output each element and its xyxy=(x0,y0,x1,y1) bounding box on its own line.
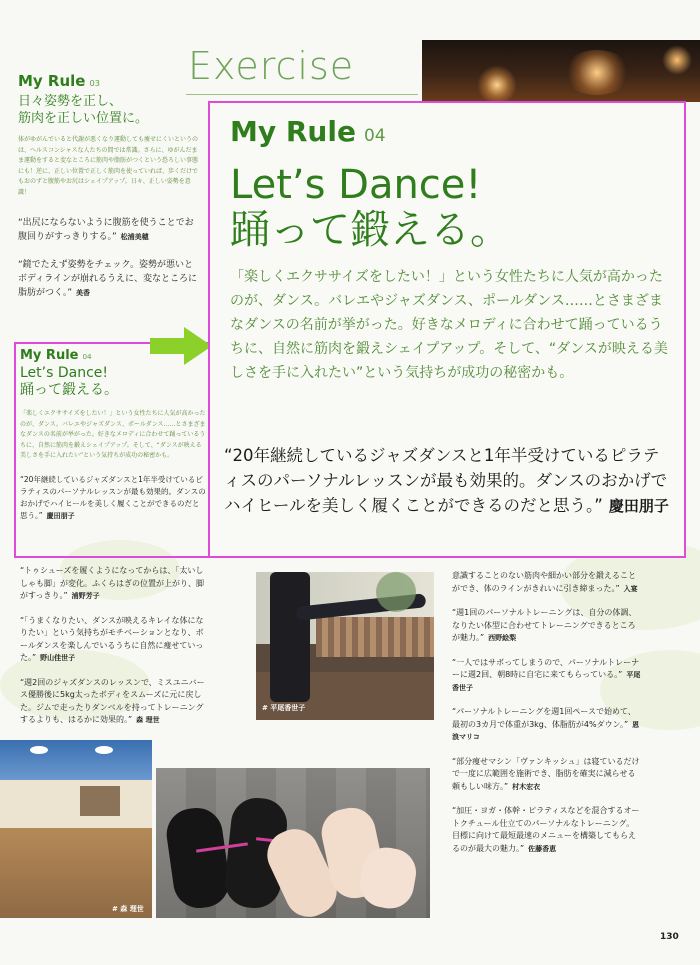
rule03-number: 03 xyxy=(89,78,100,88)
quote-text: “トゥシューズを履くようになってからは、「太いししゃも脚」が変化。ふくらはぎの位置が上がり、脚がすっきり。” xyxy=(20,566,204,600)
quote-author: 村木宏衣 xyxy=(512,782,541,791)
rule03-heading-line1: 日々姿勢を正し、 xyxy=(18,94,123,109)
rule04-small-heading-jp: 踊って鍛える。 xyxy=(20,382,118,398)
rule04-large-label xyxy=(230,115,386,148)
quote-author: 森 理世 xyxy=(136,716,160,724)
quote-author: 入宴 xyxy=(623,584,638,593)
left-quotes xyxy=(20,565,206,727)
rule04-small-block xyxy=(20,348,206,522)
rule03-heading xyxy=(18,93,198,127)
right-quotes xyxy=(452,570,642,855)
quote-text: “20年継続しているジャズダンスと1年半受けているピラティスのパーソナルレッスンが最も効果的。ダンスのおかげでハイヒールを美しく履くことができるのだと思う。” xyxy=(224,446,668,515)
rule03-block xyxy=(18,72,198,300)
rule04-small-number: 04 xyxy=(82,352,92,361)
section-title: Exercise xyxy=(188,44,355,88)
quote-author: 西野絵梨 xyxy=(488,634,517,642)
right-quote-item xyxy=(452,756,642,794)
right-quote-item xyxy=(452,570,642,595)
rule04-large-label-text: My Rule xyxy=(230,115,356,148)
rule03-label-text: My Rule xyxy=(18,72,86,90)
rule04-large-quote xyxy=(224,443,672,519)
rule04-large-heading-en: Let’s Dance! xyxy=(230,162,482,208)
quote-text: “20年継続しているジャズダンスと1年半受けているピラティスのパーソナルレッスンが最も効果的。ダンスのおかげでハイヒールを美しく履くことができるのだと思う。” xyxy=(20,474,206,520)
dance-shoes-photo xyxy=(156,768,430,918)
arrow-right-icon xyxy=(150,327,212,365)
studio-photo xyxy=(0,740,152,918)
left-quote-item xyxy=(20,565,206,603)
right-quote-item xyxy=(452,607,642,645)
pilates-photo xyxy=(256,572,434,720)
rule03-heading-line2: 筋肉を正しい位置に。 xyxy=(18,111,149,126)
quote-author: 松浦美穂 xyxy=(120,233,149,241)
quote-author: 佐藤香恵 xyxy=(528,844,557,853)
title-divider xyxy=(186,94,418,95)
right-quote-item xyxy=(452,657,642,695)
quote-text: “部分痩せマシン「ヴァンキッシュ」は寝ているだけで一度に広範囲を施術でき、脂肪を確実に減らせる頼もしい味方。” xyxy=(452,756,640,791)
quote-author: 美香 xyxy=(75,289,90,297)
quote-text: “週2回のジャズダンスのレッスンで、ミスユニバース優勝後に5kg太ったボディをスムーズに元に戻した。ジムで走ったりダンベルを持ってトレーニングするよりも、はるかに効果的。” xyxy=(20,677,205,724)
quote-text: 意識することのない筋肉や細かい部分を鍛えることができ、体のラインがきれいに引き締まった。” xyxy=(452,571,636,593)
studio-photo-caption: # 森 理世 xyxy=(112,905,144,913)
quote-author: 慶田朋子 xyxy=(608,497,669,515)
quote-author: 平尾香世子 xyxy=(452,671,641,692)
quote-text: “パーソナルトレーニングを週1回ペースで始めて、最初の3カ月で体重が3kg、体脂肪が4%ダウン。” xyxy=(452,707,636,729)
rule03-body: 体がゆがんでいると代謝が悪くなり運動しても痩せにくいというのは、ヘルスコンシャスな人たちの間では常識。さらに、ゆがんだまま運動をすると変なところに筋肉や脂肪がつくという恐ろしい事態にも！逆に、正しい位置で正しく筋肉を使っていれば、歩くだけでもおのずと腹筋やお尻はシェイプアップ。日々、正しい姿勢を意識！ xyxy=(18,136,199,196)
quote-author: 浦野芳子 xyxy=(71,592,100,600)
quote-text: “鏡でたえず姿勢をチェック。姿勢が悪いとボディラインが崩れるうえに、変なところに脂肪がつく。” xyxy=(18,260,198,298)
pilates-photo-caption: # 平尾香世子 xyxy=(262,704,306,712)
quote-text: “「うまくなりたい、ダンスが映えるキレイな体になりたい」という気持ちがモチベーションとなり、ボールダンスを楽しんでいるうちに自然に痩せていった。” xyxy=(20,615,204,662)
quote-author: 野山佳世子 xyxy=(40,654,76,662)
rule03-quote1 xyxy=(18,216,198,244)
rule04-large-heading-jp: 踊って鍛える。 xyxy=(230,207,510,253)
rule04-small-heading-en: Let’s Dance! xyxy=(20,365,109,381)
right-quote-item xyxy=(452,805,642,855)
right-quote-item xyxy=(452,706,642,744)
quote-author: 慶田朋子 xyxy=(46,511,75,520)
rule04-large-number: 04 xyxy=(363,126,386,146)
quote-text: “出尻にならないように腹筋を使うことでお腹回りがすっきりする。” xyxy=(18,218,194,242)
left-quote-item xyxy=(20,677,206,727)
rule04-large-body: 「楽しくエクササイズをしたい！」という女性たちに人気が高かったのが、ダンス。バレエやジャズダンス、ポールダンス……とさまざまなダンスの名前が挙がった。好きなメロディに合わせて踊っているうちに、自然に筋肉を鍛えシェイプアップ。そして、“ダンスが映える美しさを手に入れたい”という気持ちが成功の秘密かも。 xyxy=(230,269,668,381)
rule03-label xyxy=(18,72,198,90)
page-number: 130 xyxy=(660,932,679,942)
quote-text: “加圧・ヨガ・体幹・ピラティスなどを混合するオートクチュール仕立てのパーソナルなトレーニング。目標に向けて最短最速のメニューを構築してもらえるのが最大の魅力。” xyxy=(452,806,640,853)
rule04-small-quote xyxy=(20,474,206,522)
quote-text: “週1回のパーソナルトレーニングは、自分の体調、なりたい体型に合わせてトレーニングできるところが魅力。” xyxy=(452,608,637,642)
quote-author: 恩浪マリコ xyxy=(452,720,640,741)
quote-text: “一人ではサボってしまうので、パーソナルトレーナーに週2回、朝8時に自宅に来てもらっている。” xyxy=(452,657,640,679)
studio-night-photo xyxy=(422,40,700,102)
left-quote-item xyxy=(20,615,206,665)
rule03-quote2 xyxy=(18,258,198,300)
rule04-small-body: 「楽しくエクササイズをしたい！」という女性たちに人気が高かったのが、ダンス。バレエやジャズダンス、ポールダンス……とさまざまなダンスの名前が挙がった。好きなメロディに合わせて踊っているうちに、自然に筋肉を鍛えシェイプアップ。そして、“ダンスが映える美しさを手に入れたい”という気持ちが成功の秘密かも。 xyxy=(20,410,206,459)
rule04-large-callout xyxy=(208,101,686,558)
rule04-small-label-text: My Rule xyxy=(20,348,79,363)
